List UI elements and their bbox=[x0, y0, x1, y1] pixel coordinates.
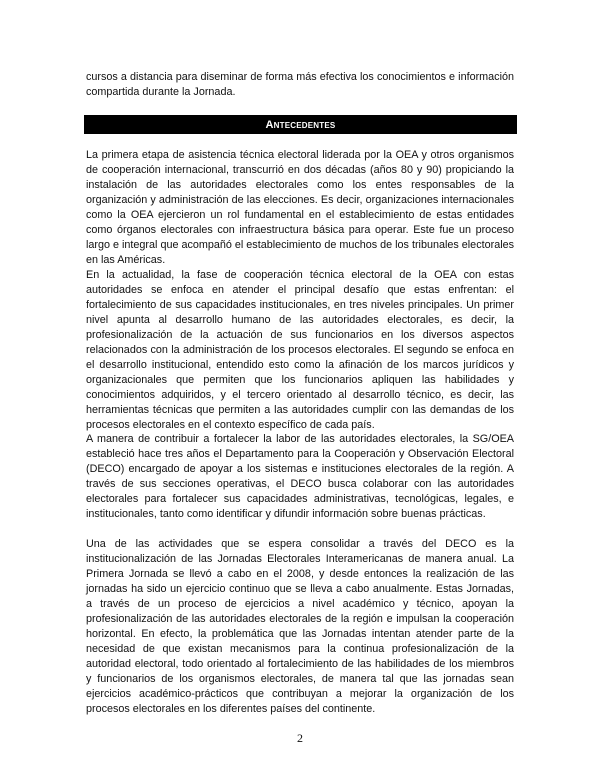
section-heading: Antecedentes bbox=[265, 118, 336, 131]
paragraph-jornadas: Una de las actividades que se espera consolidar a través del DECO es la institucionalización de las Jornadas Electorales Interamericanas de manera anual. La Primera Jornada se llevó a cabo en el 2008, y desde entonces la realización de las jornadas ha sido un ejercicio continuo que se lleva a cabo anualmente. Estas Jornadas, a través de un proceso de ejercicios a nivel académico y técnico, apoyan la profesionalización de las autoridades electorales de la región e impulsan la cooperación horizontal. En efecto, la problemática que las Jornadas intentan atender parte de la necesidad de que existan mecanismos para la continua profesionalización de la autoridad electoral, todo orientado al fortalecimiento de las habilidades de los miembros y funcionarios de los organismos electorales, de manera tal que las jornadas sean ejercicios académico-prácticos que contribuyan a mejorar la organización de los procesos electorales en los diferentes países del continente. bbox=[86, 538, 514, 715]
section-heading-band bbox=[84, 115, 517, 134]
page-number: 2 bbox=[297, 731, 303, 745]
intro-continuation-paragraph: cursos a distancia para diseminar de forma más efectiva los conocimientos e información compartida durante la Jornada. bbox=[86, 71, 514, 98]
paragraph-current-phase: En la actualidad, la fase de cooperación técnica electoral de la OEA con estas autoridades se enfoca en atender el principal desafío que estas enfrentan: el fortalecimiento de sus capacidades institucionales, en tres niveles principales. Un primer nivel apunta al desarrollo humano de las autoridades electorales, es decir, la profesionalización de la actuación de sus funcionarios en los diversos aspectos relacionados con la administración de los procesos electorales. El segundo se enfoca en el desarrollo institucional, entendido esto como la afinación de los marcos jurídicos y organizacionales que permiten que los funcionarios apliquen las habilidades y conocimientos adquiridos, y el tercero orientado al desarrollo técnico, es decir, las herramientas técnicas que permiten a las autoridades cumplir con las demandas de los procesos electorales en el contexto específico de cada país. bbox=[86, 269, 514, 431]
paragraph-deco: A manera de contribuir a fortalecer la labor de las autoridades electorales, la SG/OEA estableció hace tres años el Departamento para la Cooperación y Observación Electoral (DECO) encargado de apoyar a los sistemas e instituciones electorales de la región. A través de sus secciones operativas, el DECO busca colaborar con las autoridades electorales para fortalecer sus capacidades administrativas, tecnológicas, legales, e institucionales, tanto como identificar y difundir información sobre buenas prácticas. bbox=[86, 433, 514, 520]
paragraph-oea-first-stage: La primera etapa de asistencia técnica electoral liderada por la OEA y otros organismos de cooperación internacional, transcurrió en dos décadas (años 80 y 90) propiciando la instalación de las autoridades electorales como los entes responsables de la organización y administración de las elecciones. Es decir, organizaciones internacionales como la OEA ejercieron un rol fundamental en el establecimiento de estas entidades como órganos electorales con infraestructura básica para operar. Este fue un proceso largo e integral que acompañó el establecimiento de muchos de los tribunales electorales en las Américas. bbox=[86, 149, 514, 266]
